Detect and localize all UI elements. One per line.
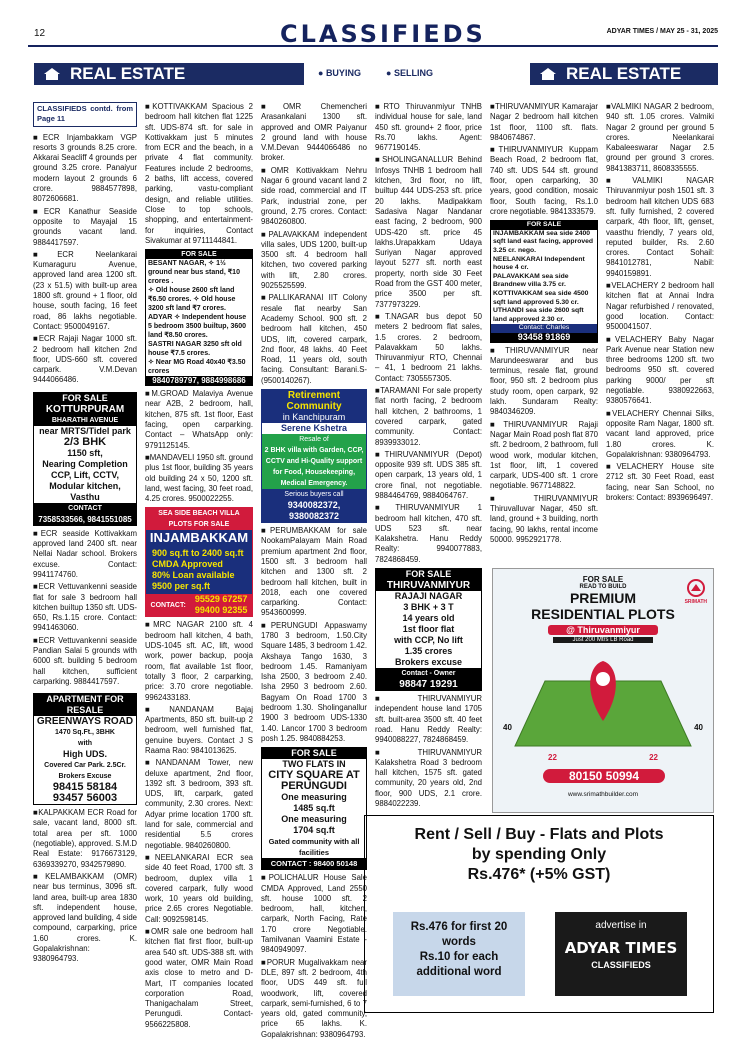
plot-illustration <box>505 651 701 751</box>
ad-text: ■ECR seaside Kottivakkam approved land 2400 sft. near Nellai Nadar school. Brokers excuse. Contact: 9941174760. <box>33 528 137 579</box>
ad-text: ■NEELANKARAI ECR sea side 40 feet Road, 1700 sft. 3 bedroom, duplex villa 1 covered carpark, fully wood work, 10 years old building, price 2.65 crores Negotiable. Call: 9092598145. <box>145 852 253 924</box>
ad-text: ■MRC NAGAR 2100 sft. 4 bedroom hall kitchen, 4 bath, UDS-1045 sft. AC, lift, wood work, power backup, pooja room, flat available 1st floor, totally 3 floor, 2 carparking, price: 3.70 crore negotiable. 9962433183. <box>145 620 253 702</box>
ad-text: ■PERUNGUDI Appaswamy 1780 3 bedroom, 1.50.City Square 1485, 3 bedroom 1.42. Akshaya Tango 1630, 3 bedroom 1.45. Ramaniyam Isha 2500, 3 bedroom 2.40. Isha 2950 3 bedroom 2.60. Bagyam On Road 1700 3 bedroom 1.30. Sholinganallur 1900 3 bedroom UDS-1330 1.40. Lancor 1700 3 bedroom posh 1.25. 9840884253. <box>261 620 367 743</box>
ad-text: ■KOTTIVAKKAM Spacious 2 bedroom hall kitchen flat 1225 sft. UDS-874 sft. for sale in Kottivakkam just 5 minutes from ECR and the beach, in a private 4 flat community. Features include 2 bedrooms, 2 baths, lift access, covered parking, vastu-compliant design, and reliable utilities. Close to top schools, shopping, and entertainment- for inquiries, Contact Sivakumar at 9711144841. <box>145 102 253 245</box>
house-icon <box>42 66 62 82</box>
ad-text: ■SHOLINGANALLUR Behind Infosys TNHB 1 bedroom hall kitchen, 3rd floor, no lift, builtup 444 UDS-253 sft. price 20 lakhs. Madipakkam Sadasiva Nagar Nandanar east facing, 2 bedroom, 900 UDS-420 sft. price 45 lakhs.Urapakkam Udaya Suriyan Nagar approved layout 5277 sft. north east property, north side 30 Feet Road from the GST 400 meter, price 3500 per sft. 7377973229. <box>375 155 482 309</box>
ad-text: ■NANDANAM Tower, new deluxe apartment, 2nd floor, 1392 sft. 3 bedroom, 393 sft. UDS, lift, carpark, gated community, 2.30 crores. Next: Adyar prime location 1700 sft. land for sale, commercial and residential 5.5 crores negotiable. 9840260800. <box>145 758 253 850</box>
builder-logo: SRIMATH <box>685 579 707 605</box>
ad-text: ■NANDANAM Bajaj Apartments, 850 sft. built-up 2 bedroom, well furnished flat, genuine buyers. Contact J S Raama Rao: 9841013625. <box>145 704 253 755</box>
ad-besant-nagar: FOR SALE BESANT NAGAR, ✧ 1½ ground near bus stand, ₹10 crores . ✧ Old house 2600 sft land ₹6.50 crores. ✧ Old house 3200 sft land ₹7 crores. ADYAR ✧ Independent house 5 bedroom 3500 builtup, 3600 land ₹8.50 crores. SASTRI NAGAR 3250 sft old house ₹7.5 crores. ✧ Near MG Road 40x40 ₹3.50 crores 9840789797, 9884998686 <box>145 249 253 386</box>
promo-brand: advertise in ADYAR TIMES CLASSIFIEDS <box>555 912 687 996</box>
ad-text: ■T.NAGAR bus depot 50 meters 2 bedroom flat sales, 1.5 crores. 2 bedroom, Palavakkam 50 lakhs. Thiruvanmiyur RTO, Chennai – 41, 1 bedroom 21 lakhs. Contact: 7305557305. <box>375 311 482 383</box>
ad-text: ■ECR Neelankarai Kumaraguru Avenue, approved land area 1200 sft. (23 x 51.5) with built-up area 1800 sft. ground + 1 floor, old house, south facing, 16 feet road, 86 lakhs negotiable. Contact: 9500049167. <box>33 249 137 331</box>
column-3 <box>261 102 367 1039</box>
ad-text: ■KELAMBAKKAM (OMR) near bus terminus, 3096 sft. land area, built-up area 1830 sft. independent house, approved land building, 4 side compound, carparking, price 1.60 crores. K. Gopalakrishnan: 9380964793. <box>33 871 137 964</box>
band-title: REAL ESTATE <box>566 64 682 83</box>
ad-promo-classifieds: Rent / Sell / Buy - Flats and Plots by spending Only Rs.476* (+5% GST) Rs.476 for first 20 words Rs.10 for each additional word advertise in ADYAR TIMES CLASSIFIEDS <box>364 815 714 1013</box>
selling-tag: ● SELLING <box>386 68 433 78</box>
ad-text: ■THIRUVANMIYUR 1 bedroom hall kitchen, 470 sft. UDS 523 sft. near Kalakshetra. Hanu Reddy Realty: 9940077883, 7824868459. <box>375 503 482 564</box>
ad-text: ■PALAVAKKAM independent villa sales, UDS 1200, built-up 3500 sft. 4 bedroom hall kitchen, two covered parking with lift, 2.80 crores. 9025525599. <box>261 229 367 291</box>
real-estate-band-right <box>530 63 718 85</box>
column-2 <box>145 102 253 1029</box>
ad-text: ■ECR Rajaji Nagar 1000 sft. 2 bedroom hall kitchen 2nd floor, UDS-660 sft. covered carpark. V.M.Devan 9444066486. <box>33 334 137 385</box>
ad-text: ■PERUMBAKKAM for sale NookamPalayam Main Road premium apartment 2nd floor, 1500 sft. 3 bedroom hall kitchen and 1300 sft. 2 bedroom hall kitchen, built in 2018, each one covered carparking. Contact: 9543600999. <box>261 526 367 618</box>
ad-text: ■VALMIKI NAGAR Thiruvanmiyur posh 1501 sft. 3 bedroom hall kitchen UDS 683 sft. fully furnished, 2 covered carpark, 4th floor, lift, genset, vaasthu friendly, 7 years old, reputed builder, Rs. 2.60 crores. Contact Sohail: 9841012781, Nabil: 9940159891. <box>606 176 714 278</box>
column-1 <box>33 102 137 1017</box>
ad-premium-plots: FOR SALE READ TO BUILD PREMIUM RESIDENTIAL PLOTS @ Thiruvanmiyur Just 200 Mtrs LB Road SRIMATH 40 40 22 22 80150 50994 www.srimathbuilder.com <box>492 568 714 813</box>
ad-text: ■ECR Vettuvankenni seaside Pandian Salai 5 grounds with 6000 sft. building 5 bedroom hall kitchen, sufficient carparking. 9884417597. <box>33 635 137 686</box>
ad-injambakkam-list: FOR SALE INJAMBAKKAM sea side 2400 sqft land east facing, approved 3.25 cr. nego. NEELANKARAI Independent house 4 cr. PALAVAKKAM sea side Brandnew villa 3.75 cr. KOTTIVAKKAM sea side 4500 sqft land approved 5.30 cr. UTHANDI sea side 2600 sqft land approved 2.30 cr. Contact: Charles 93458 91869 <box>490 220 598 342</box>
ad-kotturpuram: FOR SALE KOTTURPURAM BHARATHI AVENUE near MRTS/Tidel park 2/3 BHK 1150 sft, Nearing Completion CCP, Lift, CCTV, Modular kitchen, Vasthu CONTACT 7358533566, 9841551085 <box>33 392 137 526</box>
house-icon <box>538 66 558 82</box>
promo-rate: Rs.476 for first 20 words Rs.10 for each additional word <box>393 912 525 996</box>
ad-text: ■THIRUVANMIYUR Kalakshetra Road 3 bedroom hall kitchen, 1575 sft. gated community, 20 years old, 2nd floor, 900 UDS, 2.1 crore. 9884022239. <box>375 747 482 809</box>
ad-text: ■OMR Kottivakkam Nehru Nagar 6 ground vacant land 2 side road, commercial and IT Park, industrial zone, per ground, 2.75 crores. Contact: 9840260800. <box>261 165 367 227</box>
ad-text: ■OMR Chemencheri Arasankalani 1300 sft. approved and OMR Paiyanur 2 ground land with house V.M.Devan 9444066486 no broker. <box>261 102 367 163</box>
ad-text: ■M.GROAD Malaviya Avenue near A2B, 2 bedroom, hall, kitchen, 875 sft. 1st floor, East facing, open carparking. Contact – WhatsApp only: 9791125145. <box>145 389 253 450</box>
column-6 <box>606 102 714 557</box>
plots-phone: 80150 50994 <box>543 769 665 783</box>
header-rule <box>28 45 718 47</box>
ad-text: ■THIRUVANMIYUR Thiruvalluvar Nagar, 450 sft. land, ground + 3 building, north facing, 90 lakhs, rental income 50000. 9952921778. <box>490 493 598 544</box>
page-number: 12 <box>34 28 46 39</box>
masthead: CLASSIFIEDS <box>280 20 486 48</box>
ad-text: ■THIRUVANMIYUR (Depot) opposite 939 sft. UDS 385 sft. open carpark, 13 years old, 1 crore final, not negotiable. 9884464769, 9884064767. <box>375 449 482 500</box>
ad-text: ■PALLIKARANAI IIT Colony resale flat nearby San Academy School. 900 sft. 2 bedroom hall kitchen, 450 UDS, lift, covered carpark, 2nd floor, 48 lakhs. 40 Feet Road, 11 years old, south facing. Consultant: Barani.S- (9500140267). <box>261 293 367 385</box>
real-estate-band-left <box>34 63 304 85</box>
ad-greenways: APARTMENT FOR RESALE GREENWAYS ROAD 1470 Sq.Ft., 3BHK with High UDS. Covered Car Park. 2.5Cr. Brokers Excuse 98415 58184 93457 56003 <box>33 693 137 805</box>
ad-injambakkam: SEA SIDE BEACH VILLA PLOTS FOR SALE INJAMBAKKAM 900 sq.ft to 2400 sq.ft CMDA Approved 80% Loan available 9500 per sq.ft CONTACT: 95529 67257 99400 92355 <box>145 507 253 617</box>
continued-note: CLASSIFIEDS contd. from Page 11 <box>33 102 137 127</box>
ad-text: ■THIRUVANMIYUR Kamarajar Nagar 2 bedroom hall kitchen 1st floor, 1100 sft. flats. 9840674867. <box>490 102 598 142</box>
ad-text: ■POLICHALUR House Sale CMDA Approved, Land 2550 sft. house 1000 sft. 2 bedroom, hall, kitchen, carpark, North Facing, Rate 1.70 crore Negotiable. Tamilvanan Vaamini Estate - 9840949097. <box>261 873 367 955</box>
ad-text: ■THIRUVANMIYUR independent house land 1705 sft. built-area 3500 sft. 40 feet road. Hanu Reddy Realty: 9940088227, 7824868459. <box>375 694 482 745</box>
ad-text: ■VELACHERY 2 bedroom hall kitchen flat at Annai Indra Nagar refurbished / renovated, good location. Contact: 9500041507. <box>606 281 714 332</box>
ad-rajaji-nagar: FOR SALE THIRUVANMIYUR RAJAJI NAGAR 3 BHK + 3 T 14 years old 1st floor flat with CCP, No lift 1.35 crores Brokers excuse Contact - Owner 98847 19291 <box>375 568 482 691</box>
ad-text: ■THIRUVANMIYUR Rajaji Nagar Main Road posh flat 870 sft. 2 bedroom, 2 bathroom, full wood work, modular kitchen, 1st floor, lift, 1 covered carpark, UDS-400 sft. 1 crore negotiable. 9677148822. <box>490 419 598 491</box>
column-5 <box>490 102 598 557</box>
ad-city-square: FOR SALE TWO FLATS IN CITY SQUARE AT PERUNGUDI One measuring 1485 sq.ft One measuring 1704 sq.ft Gated community with all facilities CONTACT : 98400 50148 <box>261 747 367 870</box>
buying-tag: ● BUYING <box>318 68 361 78</box>
ad-retirement: Retirement Community in Kanchipuram Serene Kshetra Resale of 2 BHK villa with Garden, CCP, CCTV and Hi-Quality support for Food, Housekeeping, Medical Emergency. Serious buyers call 9340082372, 9380082372 <box>261 389 367 523</box>
ad-text: ■RTO Thiruvanmiyur TNHB individual house for sale, land 450 sft. ground+ 2 floor, price Rs.70 lakhs. Agent: 9677190145. <box>375 102 482 153</box>
page-header <box>28 14 718 50</box>
ad-text: ■VELACHERY House site 2712 sft. 30 Feet Road, east facing, near San School, no brokers: Contact: 8939696497. <box>606 462 714 502</box>
ad-text: ■TARAMANI For sale property flat north facing, 2 bedroom hall kitchen, 2 bathrooms, 1 covered carpark, gated community. Contact: 8939933012. <box>375 386 482 447</box>
column-4 <box>375 102 482 814</box>
ad-text: ■PORUR Mugalivakkam near DLE, 897 sft. 2 bedroom, 4th floor, UDS 449 sft. full woodwork, lift, covered carpark, semi-furnished, 6 to 7 years old, gated community, price 65 lakhs. K. Gopalakrishnan: 9380964793. <box>261 957 367 1039</box>
band-title: REAL ESTATE <box>70 64 186 83</box>
publication-line: ADYAR TIMES / MAY 25 - 31, 2025 <box>606 28 718 35</box>
ad-text: ■MANDAVELI 1950 sft. ground plus 1st floor, building 35 years old building 24 x 50, 1200 sft. land, west facing, 30 feet road, 4.25 crores. 9500022255. <box>145 452 253 504</box>
ad-text: ■ECR Vettuvankenni seaside flat for sale 3 bedroom hall kitchen builtup 1350 sft. UDS-650, Rs.1.15 crore. Contact: 9941463060. <box>33 582 137 633</box>
ad-text: ■VELACHERY Chennai Silks, opposite Ram Nagar, 1800 sft. vacant land approved, price 1.80 crores. K. Gopalakrishnan: 9380964793. <box>606 408 714 459</box>
ad-text: ■THIRUVANMIYUR near Marundeeswarar and bus terminus, resale flat, ground floor, 950 sft. 2 bedroom plus study room, open carpark, 92 lakh. Sundaram Realty: 9840346209. <box>490 345 598 417</box>
ad-text: ■OMR sale one bedroom hall kitchen flat first floor, built-up area 540 sft. UDS-388 sft. with good water, OMR Main Road axis close to metro and D-Mart, IT companies located corporation Road, Thanigachalam Street, Perungudi. Contact- 9566225808. <box>145 927 253 1029</box>
ad-text: ■THIRUVANMIYUR Kuppam Beach Road, 2 bedroom flat, 740 sft. UDS 544 sft. ground floor, open carparking, 30 years, good condition, mosaic floor, South facing, Rs.1.0 crore negotiable. 9841333579. <box>490 145 598 216</box>
ad-text: ■KALPAKKAM ECR Road for sale, vacant land, 8000 sft. total area per sft. 1000 (negotiable), approved. S.M.D Real Estate: 9176673129, 6369339270, 9342579890. <box>33 808 138 869</box>
ad-text: ■ECR Kanathur Seaside opposite to Mayajal 15 grounds vacant land. 9884417597. <box>33 206 137 247</box>
ad-text: ■VELACHERY Baby Nagar Park Avenue near Station new three bedrooms 1200 sft. two bedrooms 950 sft. covered parking 9000/ per sft negotiable. 9380922663, 9380576641. <box>606 334 714 406</box>
ad-text: ■ECR Injambakkam VGP resorts 3 grounds 8.25 crore. Akkarai Seacliff 4 grounds per ground 3.25 crore. Panaiyur modern layout 2 grounds 6 crore. 9884577898, 8072606681. <box>33 132 137 204</box>
ad-text: ■VALMIKI NAGAR 2 bedroom, 940 sft. 1.05 crores. Valmiki Nagar 2 ground per ground 5 crores. Neelankarai Kabaleeswarar Nagar 2.5 ground per ground 3 crores. 9841383711, 8608335555. <box>606 102 714 173</box>
